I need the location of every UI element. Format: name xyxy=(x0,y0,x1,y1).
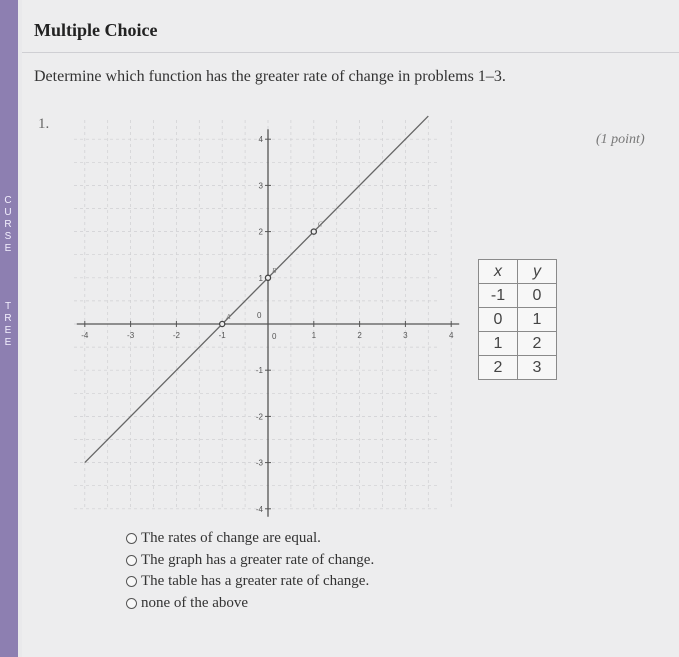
radio-button-icon[interactable] xyxy=(126,555,137,566)
choice-label: The table has a greater rate of change. xyxy=(141,573,370,590)
y-tick-label: 1 xyxy=(258,273,263,283)
y-tick-label: 2 xyxy=(258,227,263,237)
choice-label: The graph has a greater rate of change. xyxy=(141,551,375,568)
quiz-page xyxy=(22,0,679,657)
table-header-x: x xyxy=(479,260,518,284)
sidebar-letter: S xyxy=(4,231,12,242)
table-cell: 0 xyxy=(518,284,557,308)
point-label: B xyxy=(272,266,277,275)
origin-label: 0 xyxy=(257,311,262,320)
sidebar-letter: R xyxy=(4,313,12,324)
table-cell: -1 xyxy=(479,284,518,308)
sidebar-letters xyxy=(1,195,15,349)
sidebar-letter: E xyxy=(4,325,12,336)
table-cell: 2 xyxy=(479,356,518,380)
radio-button-icon[interactable] xyxy=(126,598,137,609)
radio-button-icon[interactable] xyxy=(126,533,137,544)
x-tick-label: -2 xyxy=(172,331,180,340)
radio-button-icon[interactable] xyxy=(126,576,137,587)
choice-rates-equal[interactable] xyxy=(126,528,374,550)
graph-point xyxy=(220,321,225,326)
sidebar-letter: E xyxy=(4,243,12,254)
sidebar-letter: T xyxy=(4,301,12,312)
x-tick-label: -4 xyxy=(81,331,89,340)
y-tick-label: 4 xyxy=(258,135,263,145)
table-header-y: y xyxy=(518,260,557,284)
sidebar-letter: C xyxy=(4,195,12,206)
choice-label: The rates of change are equal. xyxy=(141,530,321,547)
x-tick-label: 1 xyxy=(311,331,317,340)
table-header-row xyxy=(479,260,557,284)
choice-label: none of the above xyxy=(141,594,249,611)
x-tick-label: -3 xyxy=(127,331,135,340)
table-cell: 0 xyxy=(479,308,518,332)
y-tick-label: -4 xyxy=(255,504,263,514)
table-cell: 1 xyxy=(518,308,557,332)
table-cell: 3 xyxy=(518,356,557,380)
graph-line xyxy=(85,116,429,463)
sidebar-letter: E xyxy=(4,337,12,348)
page-title: Multiple Choice xyxy=(34,20,158,40)
table-cell: 1 xyxy=(479,332,518,356)
point-label: C xyxy=(317,220,323,229)
question-points: (1 point) xyxy=(596,132,645,147)
x-tick-label: 2 xyxy=(357,331,362,340)
xy-value-table xyxy=(478,259,557,380)
instruction-text: Determine which function has the greater rate of change in problems 1–3. xyxy=(34,68,506,85)
question-number: 1. xyxy=(38,116,50,132)
x-tick-label: -1 xyxy=(218,331,226,340)
answer-choices xyxy=(126,528,374,614)
origin-label: 0 xyxy=(272,332,277,341)
table-row xyxy=(479,284,557,308)
graph-point xyxy=(265,275,270,280)
table-row xyxy=(479,332,557,356)
x-tick-label: 4 xyxy=(448,331,454,340)
choice-table-greater[interactable] xyxy=(126,571,374,593)
y-tick-label: -1 xyxy=(255,366,263,376)
graph-point xyxy=(311,229,316,234)
coordinate-graph xyxy=(68,116,454,514)
y-tick-label: 3 xyxy=(258,181,263,191)
point-label: A xyxy=(226,313,231,321)
table-cell: 2 xyxy=(518,332,557,356)
sidebar-gap xyxy=(1,255,15,301)
choice-graph-greater[interactable] xyxy=(126,550,374,572)
sidebar-letter: U xyxy=(4,207,12,218)
table-row xyxy=(479,356,557,380)
title-divider xyxy=(22,52,679,53)
table-row xyxy=(479,308,557,332)
choice-none[interactable] xyxy=(126,593,374,615)
left-sidebar-strip xyxy=(0,0,18,657)
x-tick-label: 3 xyxy=(403,331,408,340)
sidebar-letter: R xyxy=(4,219,12,230)
y-tick-label: -3 xyxy=(255,458,263,468)
y-tick-label: -2 xyxy=(255,412,263,422)
